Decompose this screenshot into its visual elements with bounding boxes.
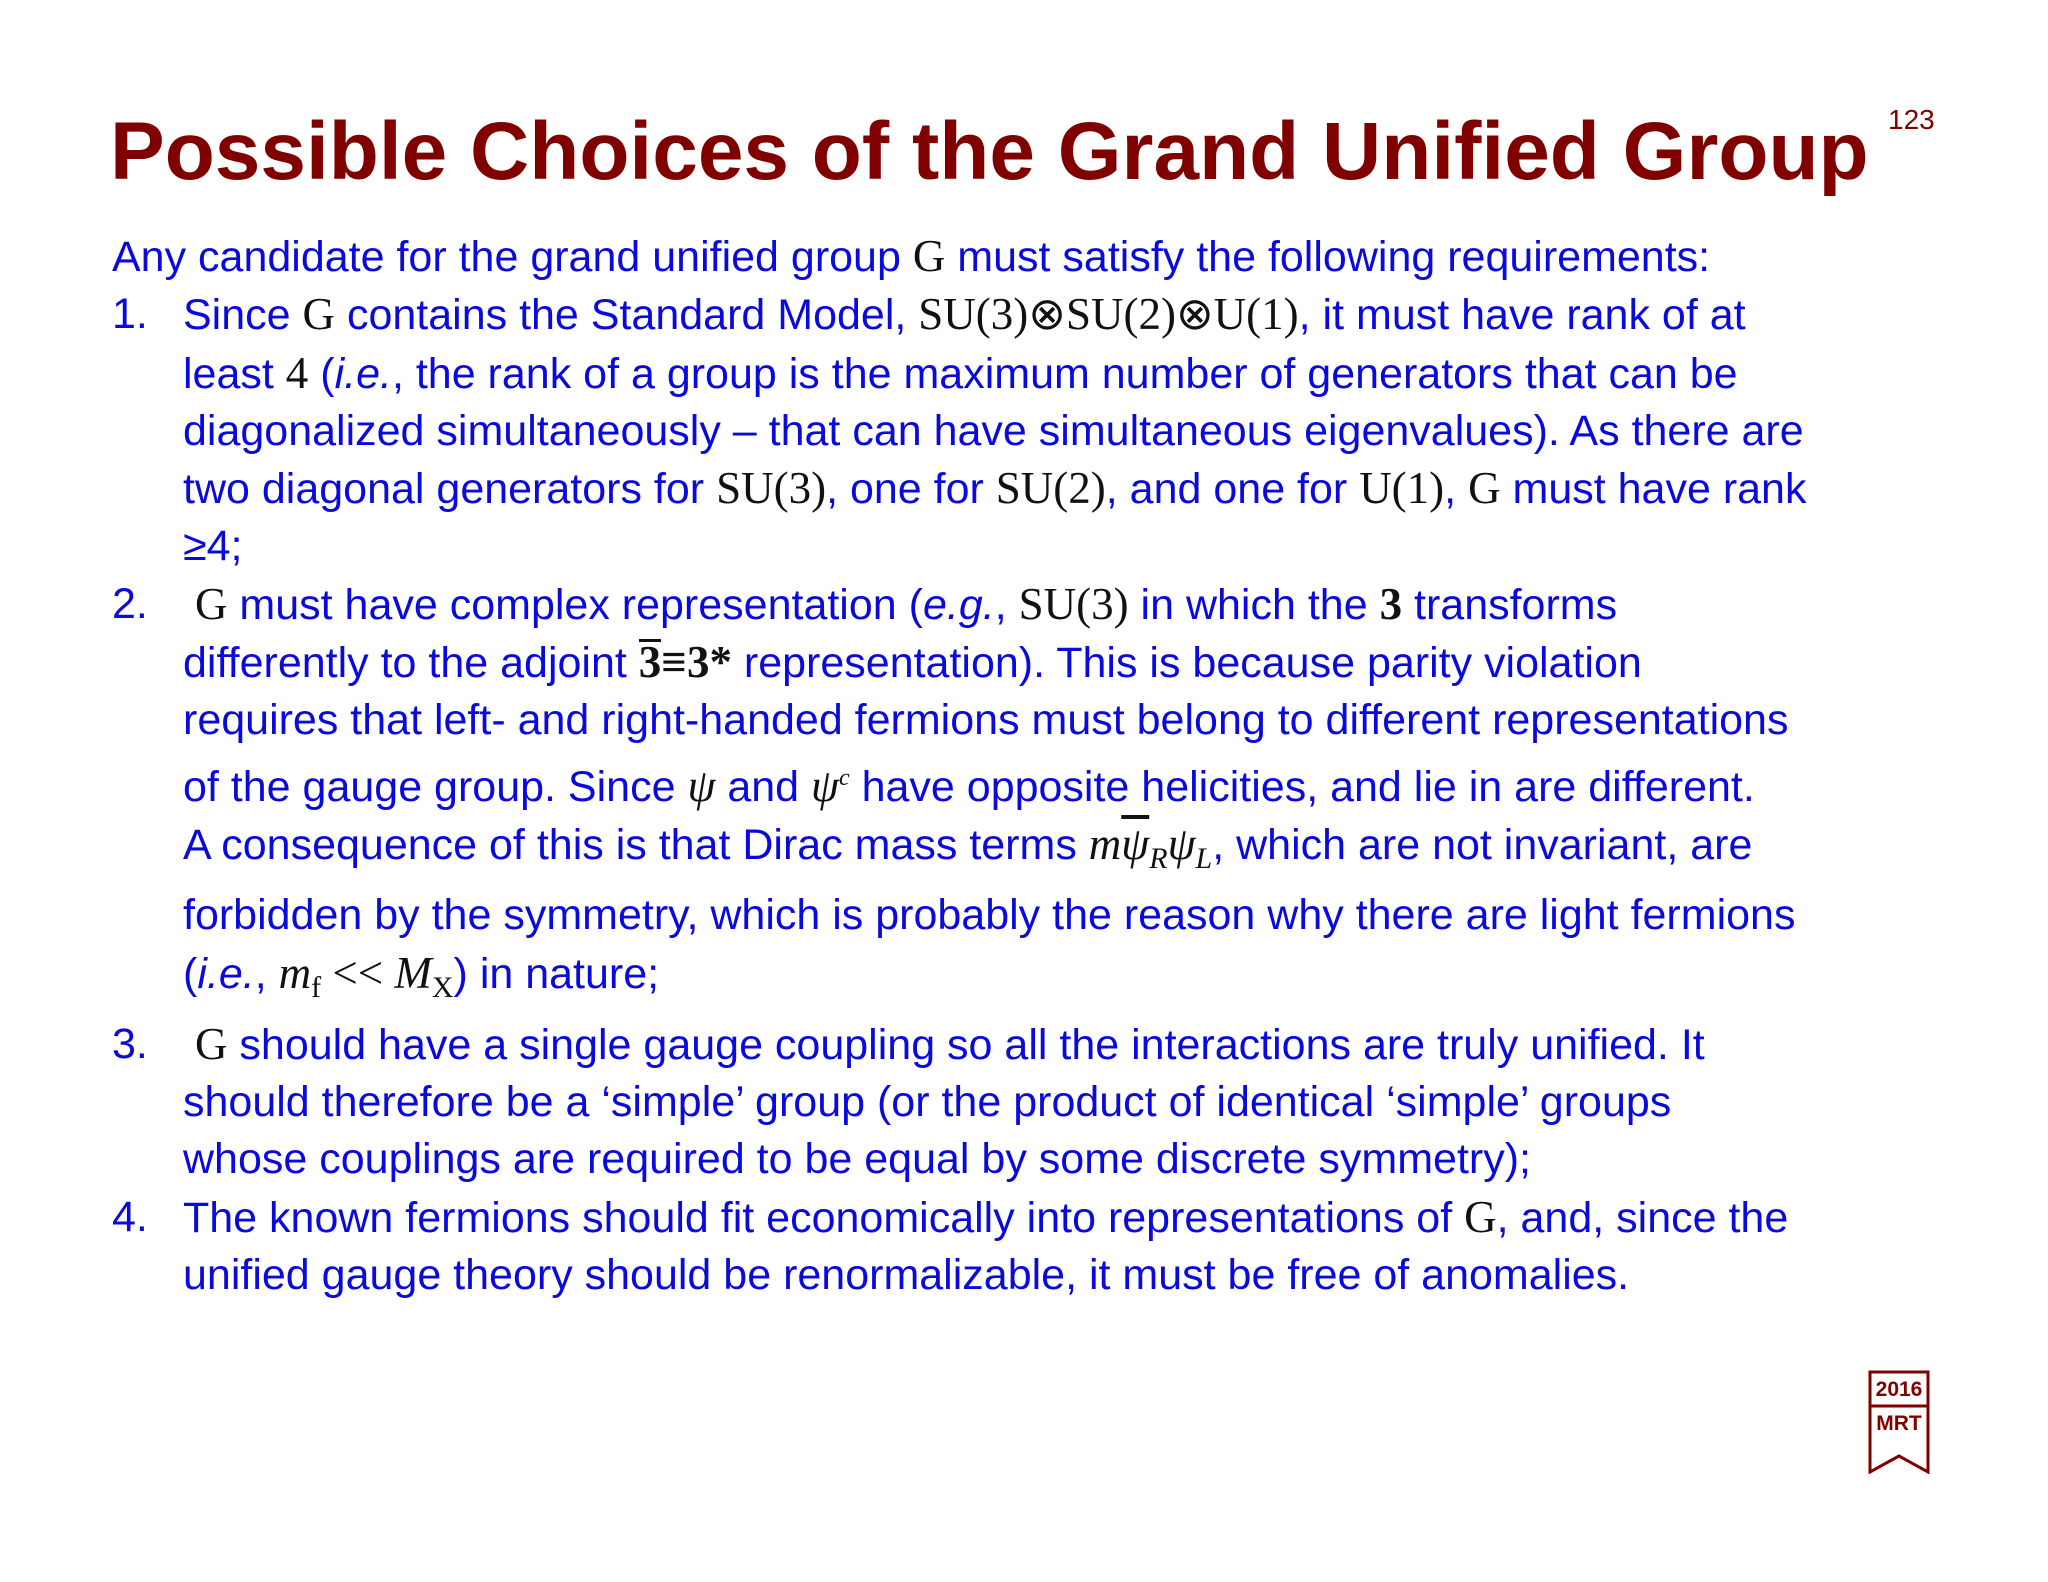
slide-title: Possible Choices of the Grand Unified Group — [110, 106, 1869, 197]
math-symbol: G — [194, 578, 228, 629]
requirement-item — [112, 286, 1992, 575]
math-symbol: G — [1464, 1191, 1497, 1242]
text-line — [183, 634, 1992, 692]
badge-initials: MRT — [1876, 1412, 1922, 1435]
text-run: in which the — [1128, 580, 1380, 629]
text-line — [183, 750, 1992, 816]
math-symbol: ψ — [1167, 818, 1196, 869]
text-line — [183, 816, 1992, 887]
text-run: , and, since the — [1496, 1193, 1789, 1242]
math-symbol: m — [1088, 818, 1122, 869]
math-subscript: X — [431, 970, 454, 1004]
math-subscript: f — [311, 970, 322, 1004]
text-run: of the gauge group. Since — [183, 762, 688, 811]
text-run: representation). This is because parity violation — [731, 639, 1642, 688]
text-run: must have complex representation ( — [227, 580, 923, 629]
math-symbol: M — [394, 947, 432, 998]
text-run: The known fermions should fit economically into representations of — [183, 1193, 1465, 1242]
list-number: 3. — [112, 1019, 148, 1068]
text-run: should have a single gauge coupling so all the interactions are truly unified. It — [227, 1020, 1705, 1069]
text-run: e.g. — [922, 580, 995, 629]
math-expression: SU(3) — [1018, 578, 1129, 629]
math-subscript: L — [1195, 841, 1213, 875]
text-run: ( — [183, 949, 198, 998]
text-line — [183, 1189, 1992, 1247]
text-run: , which are not invariant, are — [1212, 820, 1753, 869]
text-run: , — [1444, 465, 1469, 514]
badge-year: 2016 — [1875, 1378, 1923, 1401]
text-run: must have rank — [1500, 465, 1807, 514]
math-symbol: ψ — [811, 760, 839, 811]
math-symbol: 3 — [1379, 578, 1403, 629]
text-run: i.e. — [197, 949, 255, 998]
list-number: 2. — [112, 579, 148, 628]
text-run: two diagonal generators for — [183, 465, 717, 514]
text-run: , — [254, 949, 279, 998]
text-run: and — [715, 762, 812, 811]
text-line: forbidden by the symmetry, which is probably the reason why there are light fermions — [183, 891, 1796, 940]
math-symbol: $\overline{\psi}$ — [1121, 818, 1150, 869]
text-run: , and one for — [1105, 465, 1360, 514]
text-run: , the rank of a group is the maximum number of generators that can be — [391, 349, 1738, 398]
text-line: diagonalized simultaneously – that can have simultaneous eigenvalues). As there are — [183, 406, 1804, 455]
list-number: 4. — [112, 1192, 148, 1241]
math-superscript: c — [838, 764, 850, 791]
requirements-list — [112, 286, 1992, 1304]
text-line: should therefore be a ‘simple’ group (or the product of identical ‘simple’ groups — [183, 1078, 1672, 1127]
text-line: requires that left- and right-handed fermions must belong to different representations — [183, 696, 1789, 745]
math-symbol: 4 — [285, 347, 309, 398]
math-symbol: G — [912, 231, 946, 281]
list-number: 1. — [112, 290, 148, 339]
text-run: i.e. — [334, 349, 392, 398]
text-run: have opposite helicities, and lie in are different. — [849, 762, 1755, 811]
text-line: unified gauge theory should be renormalizable, it must be free of anomalies. — [183, 1251, 1630, 1300]
text-line — [183, 345, 1992, 403]
intro-text-part: Any candidate for the grand unified group — [112, 233, 913, 281]
page-number: 123 — [1888, 104, 1935, 135]
requirement-item — [112, 1016, 1992, 1189]
text-run: ) in nature; — [453, 949, 660, 998]
math-symbol: m — [278, 947, 312, 998]
text-line — [183, 1016, 1992, 1074]
text-run: , one for — [826, 465, 996, 514]
text-run: contains the Standard Model, — [335, 291, 919, 340]
text-run: Since — [183, 291, 303, 340]
math-symbol: << — [321, 947, 395, 998]
math-subscript: R — [1149, 841, 1168, 875]
text-line — [183, 286, 1992, 344]
text-run: differently to the adjoint — [183, 639, 639, 688]
requirement-item — [112, 576, 1992, 1016]
slide-body — [112, 228, 1992, 1304]
requirement-item — [112, 1189, 1992, 1305]
text-line: whose couplings are required to be equal by some discrete symmetry); — [183, 1135, 1531, 1184]
text-line: ≥4; — [183, 522, 243, 571]
text-run: , — [994, 580, 1019, 629]
text-run: A consequence of this is that Dirac mass terms — [183, 820, 1089, 869]
text-line — [183, 460, 1992, 518]
math-expression: SU(3) — [716, 463, 827, 514]
year-author-badge — [1868, 1370, 1930, 1474]
intro-text — [112, 228, 1992, 286]
math-symbol: G — [194, 1018, 228, 1069]
intro-text-part: must satisfy the following requirements: — [945, 233, 1711, 281]
text-run: least — [183, 349, 286, 398]
math-expression: SU(2) — [995, 463, 1106, 514]
math-expression: U(1) — [1359, 463, 1445, 514]
text-line — [183, 945, 1992, 1016]
math-expression: SU(3)⊗SU(2)⊗U(1) — [918, 289, 1299, 340]
math-symbol: G — [1468, 463, 1501, 514]
text-run: ( — [308, 349, 335, 398]
text-line — [183, 576, 1992, 634]
math-expression: ≡3* — [661, 637, 732, 688]
math-symbol: ψ — [687, 760, 716, 811]
math-symbol: G — [302, 289, 336, 340]
math-symbol: 3 — [638, 637, 662, 688]
text-run: transforms — [1402, 580, 1618, 629]
text-run: , it must have rank of at — [1298, 291, 1746, 340]
